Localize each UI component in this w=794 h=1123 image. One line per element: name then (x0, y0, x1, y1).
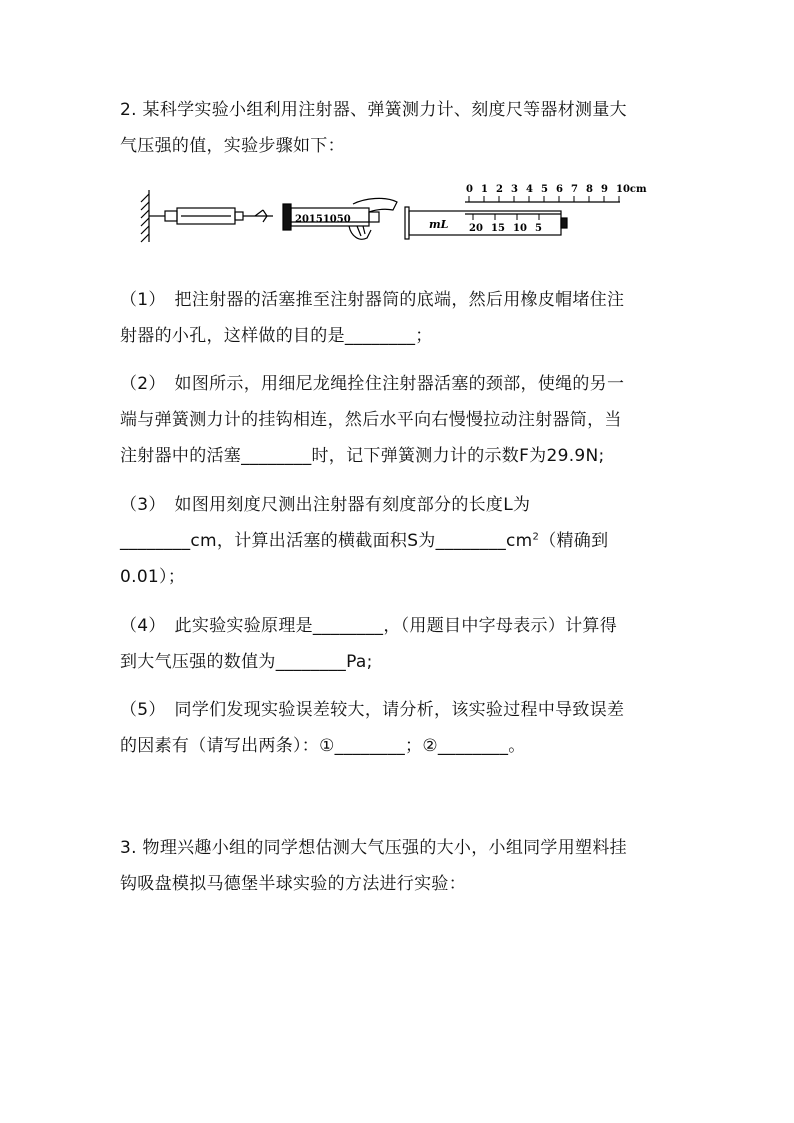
ruler-label: 2 (496, 184, 503, 195)
syringe-mark: 10 (513, 223, 527, 234)
step-5-line-1: （5） 同学们发现实验误差较大，请分析，该实验过程中导致误差 (120, 700, 625, 720)
step-2-line-2: 端与弹簧测力计的挂钩相连，然后水平向右慢慢拉动注射器筒，当 (120, 410, 622, 430)
ruler-label: 4 (526, 184, 533, 195)
ruler-label: 8 (586, 184, 593, 195)
step-5 (120, 692, 680, 764)
wall (141, 190, 149, 242)
ruler-label: 3 (511, 184, 518, 195)
step-3-line-2-part-b: （精确到 (539, 531, 609, 551)
step-2-line-1: （2） 如图所示，用细尼龙绳拴住注射器活塞的颈部，使绳的另一 (120, 374, 625, 394)
syringe-marks (469, 214, 542, 234)
ruler-label: 7 (571, 184, 578, 195)
q3-line-2: 钩吸盘模拟马德堡半球实验的方法进行实验： (120, 874, 466, 894)
syringe-mark: 5 (535, 223, 542, 234)
ruler-label: 1 (481, 184, 488, 195)
ruler-label: 5 (541, 184, 548, 195)
step-3-line-1: （3） 如图用刻度尺测出注射器有刻度部分的长度L为 (120, 495, 531, 515)
question-2-intro (120, 92, 680, 164)
step-4-line-1: （4） 此实验实验原理是________，（用题目中字母表示）计算得 (120, 616, 618, 636)
squared-superscript: 2 (532, 531, 540, 543)
step-1-line-2: 射器的小孔，这样做的目的是________； (120, 326, 433, 346)
ruler-label: 10cm (616, 184, 647, 195)
ruler-labels (466, 184, 647, 195)
syringe-mark: 15 (491, 223, 505, 234)
step-3-line-2 (120, 523, 680, 559)
step-5-line-2: 的因素有（请写出两条）：①________；②________。 (120, 736, 526, 756)
step-3 (120, 487, 680, 595)
syringe-mark: 20 (469, 223, 483, 234)
ruler-label: 9 (601, 184, 608, 195)
q3-line-1: 3. 物理兴趣小组的同学想估测大气压强的大小，小组同学用塑料挂 (120, 838, 627, 858)
question-3-intro (120, 830, 680, 902)
experiment-figure (135, 180, 655, 250)
spring-scale (149, 208, 273, 224)
spring-scale-marks: 20151050 (295, 214, 351, 225)
step-2-line-3: 注射器中的活塞________时，记下弹簧测力计的示数F为29.9N; (120, 446, 605, 466)
step-4 (120, 608, 680, 680)
ruler-label: 6 (556, 184, 563, 195)
step-4-line-2: 到大气压强的数值为________Pa; (120, 652, 373, 672)
q2-line-2: 气压强的值，实验步骤如下： (120, 136, 345, 156)
ruler-ticks (469, 196, 619, 202)
q2-line-1: 2. 某科学实验小组利用注射器、弹簧测力计、刻度尺等器材测量大 (120, 100, 627, 120)
step-3-line-2-part-a: ________cm，计算出活塞的横截面积S为________cm (120, 531, 533, 551)
syringe-unit-label: mL (429, 218, 449, 231)
step-2 (120, 366, 680, 474)
step-1 (120, 282, 680, 354)
step-1-line-1: （1） 把注射器的活塞推至注射器筒的底端，然后用橡皮帽堵住注 (120, 290, 625, 310)
ruler-label: 0 (466, 184, 473, 195)
step-3-line-3: 0.01）； (120, 567, 186, 587)
